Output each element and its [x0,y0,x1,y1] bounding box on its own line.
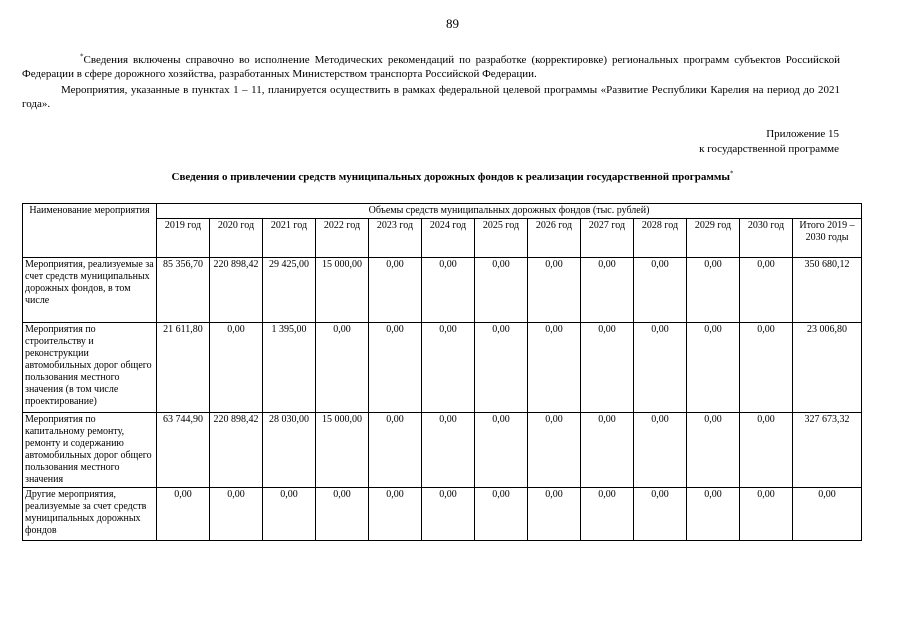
row-name-cell: Мероприятия по капитальному ремонту, ремонту и содержанию автомобильных дорог общего пользования местного значения [23,413,157,488]
value-cell: 0,00 [316,488,369,541]
footnote-marker: * [80,52,84,61]
value-cell: 15 000,00 [316,258,369,323]
year-column-header: 2026 год [528,219,581,258]
value-cell: 0,00 [740,258,793,323]
appendix-label [699,127,839,157]
row-name-cell: Мероприятия, реализуемые за счет средств муниципальных дорожных фондов, в том числе [23,258,157,323]
value-cell: 0,00 [687,413,740,488]
value-cell: 0,00 [528,323,581,413]
year-column-header: 2020 год [210,219,263,258]
value-cell: 29 425,00 [263,258,316,323]
row-name-cell: Мероприятия по строительству и реконструкции автомобильных дорог общего пользования местного значения (в том числе проектирование) [23,323,157,413]
value-cell: 0,00 [687,488,740,541]
value-cell: 0,00 [740,488,793,541]
value-cell: 0,00 [422,488,475,541]
value-cell: 0,00 [687,258,740,323]
page-number: 89 [446,16,459,31]
year-column-header: 2024 год [422,219,475,258]
table-heading-text: Сведения о привлечении средств муниципальных дорожных фондов к реализации государственной программы [171,171,730,183]
total-cell: 350 680,12 [793,258,862,323]
value-cell: 21 611,80 [157,323,210,413]
footnote-text: Сведения включены справочно во исполнение Методических рекомендаций по разработке (корректировке) региональных программ субъектов Российской Федерации в сфере дорожного хозяйства, разработанных Министерством транспорта Российской Федерации. [22,54,840,80]
value-cell: 0,00 [369,258,422,323]
name-column-header: Наименование мероприятия [23,204,157,258]
value-cell: 0,00 [581,258,634,323]
table-body [23,258,862,541]
year-column-header: 2025 год [475,219,528,258]
value-cell: 0,00 [528,413,581,488]
total-column-header: Итого 2019 – 2030 годы [793,219,862,258]
value-cell: 0,00 [422,323,475,413]
volumes-group-header: Объемы средств муниципальных дорожных фондов (тыс. рублей) [157,204,862,219]
value-cell: 0,00 [581,323,634,413]
value-cell: 1 395,00 [263,323,316,413]
value-cell: 0,00 [475,413,528,488]
value-cell: 0,00 [581,488,634,541]
value-cell: 63 744,90 [157,413,210,488]
value-cell: 0,00 [634,323,687,413]
appendix-reference: к государственной программе [699,143,839,155]
value-cell: 0,00 [687,323,740,413]
value-cell: 85 356,70 [157,258,210,323]
value-cell: 0,00 [210,323,263,413]
year-column-header: 2021 год [263,219,316,258]
value-cell: 0,00 [157,488,210,541]
value-cell: 0,00 [422,413,475,488]
table-row [23,258,862,323]
value-cell: 0,00 [740,413,793,488]
table-row [23,488,862,541]
value-cell: 0,00 [740,323,793,413]
value-cell: 0,00 [316,323,369,413]
value-cell: 0,00 [634,413,687,488]
value-cell: 0,00 [634,488,687,541]
value-cell: 0,00 [422,258,475,323]
value-cell: 28 030,00 [263,413,316,488]
value-cell: 15 000,00 [316,413,369,488]
value-cell: 0,00 [528,488,581,541]
value-cell: 0,00 [581,413,634,488]
value-cell: 0,00 [634,258,687,323]
row-name-cell: Другие мероприятия, реализуемые за счет средств муниципальных дорожных фондов [23,488,157,541]
appendix-number: Приложение 15 [766,128,839,140]
value-cell: 0,00 [369,413,422,488]
table-row [23,413,862,488]
total-cell: 327 673,32 [793,413,862,488]
year-column-header: 2029 год [687,219,740,258]
value-cell: 0,00 [210,488,263,541]
year-column-header: 2030 год [740,219,793,258]
value-cell: 0,00 [369,488,422,541]
year-column-header: 2028 год [634,219,687,258]
table-heading [0,171,905,183]
table-heading-marker: * [729,169,734,178]
funds-table [22,203,862,541]
value-cell: 0,00 [528,258,581,323]
value-cell: 0,00 [263,488,316,541]
year-column-header: 2027 год [581,219,634,258]
year-column-header: 2023 год [369,219,422,258]
program-note-paragraph: Мероприятия, указанные в пунктах 1 – 11, планируется осуществить в рамках федеральной целевой программы «Развитие Республики Карелия на период до 2021 года». [22,84,840,110]
value-cell: 0,00 [475,323,528,413]
value-cell: 0,00 [475,488,528,541]
table-row [23,323,862,413]
value-cell: 220 898,42 [210,258,263,323]
total-cell: 23 006,80 [793,323,862,413]
value-cell: 0,00 [475,258,528,323]
footnote-paragraph [22,53,840,81]
value-cell: 220 898,42 [210,413,263,488]
year-column-header: 2019 год [157,219,210,258]
year-column-header: 2022 год [316,219,369,258]
total-cell: 0,00 [793,488,862,541]
value-cell: 0,00 [369,323,422,413]
